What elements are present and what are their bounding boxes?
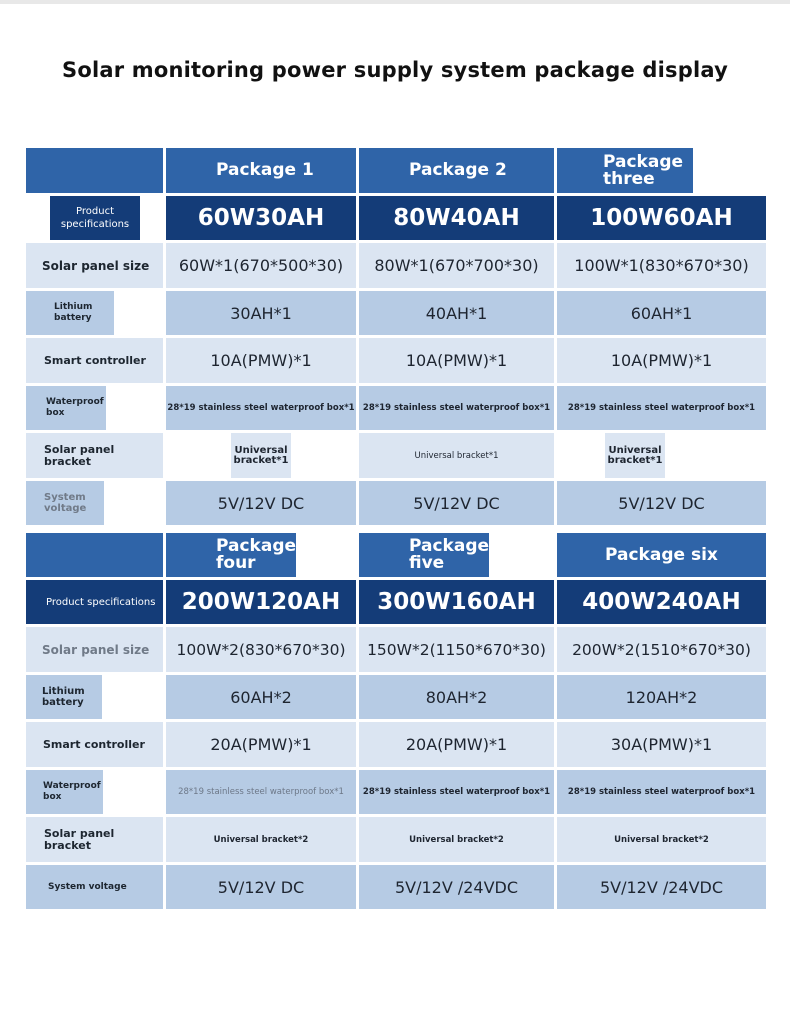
smart-controller-value: 30A(PMW)*1: [557, 722, 766, 767]
package-header: Package four: [166, 533, 296, 577]
header-corner: [26, 148, 163, 193]
waterproof-box-value: 28*19 stainless steel waterproof box*1: [359, 386, 554, 430]
solar-panel-size-value: 100W*1(830*670*30): [557, 243, 766, 288]
package-header: Package 1: [166, 148, 356, 193]
system-voltage-value: 5V/12V DC: [166, 865, 356, 909]
bracket-value: Universal bracket*1: [359, 433, 554, 478]
bracket-value: Universal bracket*2: [166, 817, 356, 862]
smart-controller-value: 20A(PMW)*1: [166, 722, 356, 767]
header-corner: [26, 533, 163, 577]
row-label-product-specifications: Product specifications: [26, 580, 163, 624]
row-label-smart-controller: Smart controller: [26, 722, 163, 767]
row-label-system-voltage: System voltage: [26, 481, 104, 525]
lithium-battery-value: 60AH*2: [166, 675, 356, 719]
product-spec-value: 300W160AH: [359, 580, 554, 624]
waterproof-box-value: 28*19 stainless steel waterproof box*1: [359, 770, 554, 814]
product-spec-value: 60W30AH: [166, 196, 356, 240]
bracket-value: Universal bracket*1: [605, 433, 665, 478]
row-label-waterproof-box: Waterproof box: [26, 386, 106, 430]
product-spec-value: 200W120AH: [166, 580, 356, 624]
lithium-battery-value: 60AH*1: [557, 291, 766, 335]
product-spec-value: 400W240AH: [557, 580, 766, 624]
solar-panel-size-value: 60W*1(670*500*30): [166, 243, 356, 288]
row-label-system-voltage: System voltage: [26, 865, 163, 909]
bracket-value: Universal bracket*2: [359, 817, 554, 862]
package-header: Package three: [557, 148, 693, 193]
row-label-solar-panel-size: Solar panel size: [26, 243, 163, 288]
smart-controller-value: 20A(PMW)*1: [359, 722, 554, 767]
smart-controller-value: 10A(PMW)*1: [557, 338, 766, 383]
top-border-strip: [0, 0, 790, 4]
product-spec-value: 80W40AH: [359, 196, 554, 240]
waterproof-box-value: 28*19 stainless steel waterproof box*1: [557, 770, 766, 814]
smart-controller-value: 10A(PMW)*1: [166, 338, 356, 383]
lithium-battery-value: 30AH*1: [166, 291, 356, 335]
solar-panel-size-value: 200W*2(1510*670*30): [557, 627, 766, 672]
lithium-battery-value: 120AH*2: [557, 675, 766, 719]
row-label-lithium-battery: Lithium battery: [26, 291, 114, 335]
lithium-battery-value: 80AH*2: [359, 675, 554, 719]
row-label-solar-panel-bracket: Solar panel bracket: [26, 433, 163, 478]
package-header: Package 2: [359, 148, 554, 193]
solar-panel-size-value: 80W*1(670*700*30): [359, 243, 554, 288]
row-label-smart-controller: Smart controller: [26, 338, 163, 383]
system-voltage-value: 5V/12V /24VDC: [359, 865, 554, 909]
system-voltage-value: 5V/12V /24VDC: [557, 865, 766, 909]
row-label-solar-panel-size: Solar panel size: [26, 627, 163, 672]
bracket-value: Universal bracket*2: [557, 817, 766, 862]
row-label-product-specifications: Product specifications: [50, 196, 140, 240]
package-table-1: [26, 148, 765, 525]
package-header: Package six: [557, 533, 766, 577]
row-label-solar-panel-bracket: Solar panel bracket: [26, 817, 163, 862]
product-spec-value: 100W60AH: [557, 196, 766, 240]
package-table-2: [26, 533, 765, 909]
smart-controller-value: 10A(PMW)*1: [359, 338, 554, 383]
waterproof-box-value: 28*19 stainless steel waterproof box*1: [557, 386, 766, 430]
lithium-battery-value: 40AH*1: [359, 291, 554, 335]
package-header: Package five: [359, 533, 489, 577]
waterproof-box-value: 28*19 stainless steel waterproof box*1: [166, 770, 356, 814]
waterproof-box-value: 28*19 stainless steel waterproof box*1: [166, 386, 356, 430]
solar-panel-size-value: 100W*2(830*670*30): [166, 627, 356, 672]
system-voltage-value: 5V/12V DC: [557, 481, 766, 525]
solar-panel-size-value: 150W*2(1150*670*30): [359, 627, 554, 672]
system-voltage-value: 5V/12V DC: [166, 481, 356, 525]
page-title: Solar monitoring power supply system package display: [62, 58, 728, 82]
bracket-value: Universal bracket*1: [231, 433, 291, 478]
row-label-lithium-battery: Lithium battery: [26, 675, 102, 719]
system-voltage-value: 5V/12V DC: [359, 481, 554, 525]
row-label-waterproof-box: Waterproof box: [26, 770, 103, 814]
